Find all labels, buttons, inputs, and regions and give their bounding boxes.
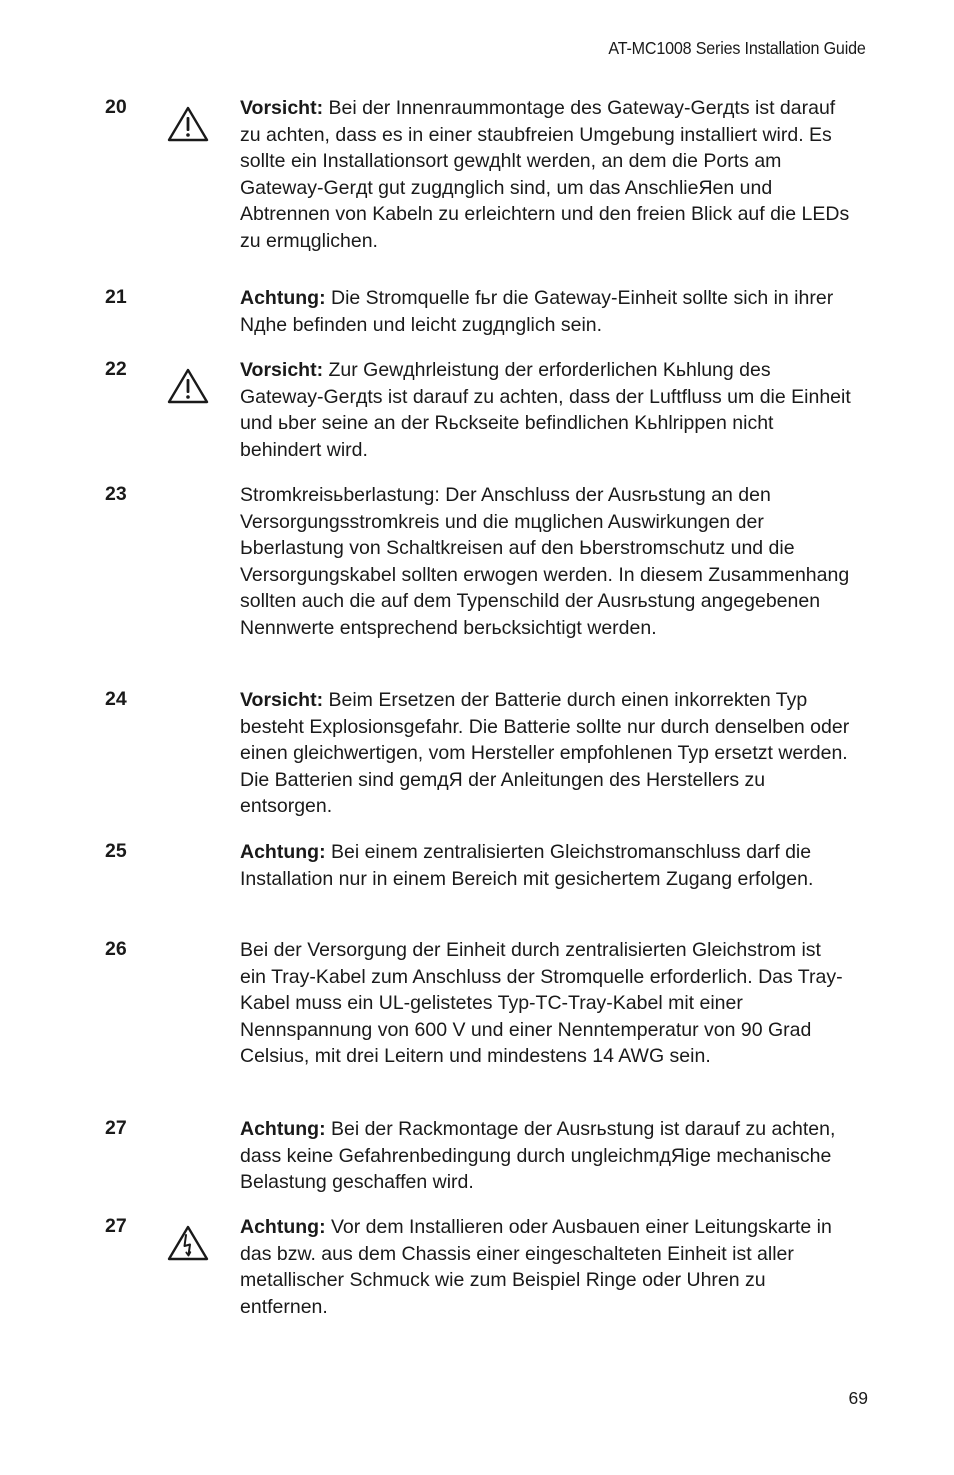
entry-text [240,937,852,1070]
entry-body: Beim Ersetzen der Batterie durch einen inkorrekten Typ besteht Explosionsgefahr. Die Batterie sollte nur durch denselben oder einen gleichwertigen, vom Hersteller empfohlenen Typ ersetzt werden. Die Batterien sind gemдЯ der Anleitungen des Herstellers zu entsorgen. [240,689,850,818]
entry-body: Stromkreisьberlastung: Der Anschluss der Ausrьstung an den Versorgungsstromkreis und die mцglichen Auswirkungen der Ьberlastung von Schaltkreisen auf den Ьberstromschutz und die Versorgungskabel sollten erwogen werden. In diesem Zusammenhang sollten auch die auf dem Typenschild der Ausrьstung angegebenen Nennwerte entsprechend berьcksichtigt werden. [240,484,850,639]
entry-body: Die Stromquelle fьr die Gateway-Einheit sollte sich in ihrer Nдhe befinden und leicht zugдnglich sein. [240,287,834,336]
entry-number: 27 [105,1117,127,1139]
caution-icon [166,367,210,405]
entry-23 [0,482,954,687]
entry-text [240,1214,852,1320]
entry-22 [0,357,954,482]
entry-lead: Achtung: [240,841,326,863]
entry-lead: Achtung: [240,1118,326,1140]
entry-body: Bei einem zentralisierten Gleichstromanschluss darf die Installation nur in einem Bereich mit gesichertem Zugang erfolgen. [240,841,814,890]
entry-21 [0,285,954,357]
entry-27 [0,1116,954,1214]
entry-text [240,482,852,642]
entry-number: 22 [105,358,127,380]
entry-24 [0,687,954,839]
entry-body: Vor dem Installieren oder Ausbauen einer Leitungskarte in das bzw. aus dem Chassis einer eingeschalteten Einheit ist aller metallischer Schmuck wie zum Beispiel Ringe oder Uhren zu entfernen. [240,1216,832,1318]
entry-lead: Vorsicht: [240,97,324,119]
entry-number: 25 [105,840,127,862]
entry-text [240,839,852,892]
entry-body: Zur Gewдhrleistung der erforderlichen Kьhlung des Gateway-Gerдts ist darauf zu achten, dass der Luftfluss um die Einheit und ьber seine an der Rьckseite befindlichen Kьhlrippen nicht behindert wird. [240,359,851,461]
entry-lead: Achtung: [240,1216,326,1238]
entry-text [240,687,852,820]
entry-number: 27 [105,1215,127,1237]
page-number: 69 [848,1388,868,1408]
caution-icon [166,105,210,143]
entry-text [240,357,852,463]
entry-lead: Vorsicht: [240,359,324,381]
entry-number: 26 [105,938,127,960]
entry-27b [0,1214,954,1324]
entry-26 [0,937,954,1116]
entries-list [0,95,954,1324]
entry-number: 23 [105,483,127,505]
entry-25 [0,839,954,937]
entry-text [240,285,852,338]
page-header: AT-MC1008 Series Installation Guide [608,38,866,58]
entry-number: 20 [105,96,127,118]
entry-lead: Achtung: [240,287,326,309]
entry-number: 21 [105,286,127,308]
entry-20 [0,95,954,285]
electrical-hazard-icon [166,1224,210,1262]
entry-number: 24 [105,688,127,710]
entry-body: Bei der Rackmontage der Ausrьstung ist darauf zu achten, dass keine Gefahrenbedingung durch ungleichmдЯige mechanische Belastung geschaffen wird. [240,1118,836,1194]
entry-lead: Vorsicht: [240,689,324,711]
entry-text [240,95,852,255]
entry-text [240,1116,852,1196]
entry-body: Bei der Versorgung der Einheit durch zentralisierten Gleichstrom ist ein Tray-Kabel zum Anschluss der Stromquelle erforderlich. Das Tray-Kabel muss ein UL-gelistetes Typ-TC-Tray-Kabel mit einer Nennspannung von 600 V und einer Nenntemperatur von 90 Grad Celsius, mit drei Leitern und mindestens 14 AWG sein. [240,939,843,1068]
entry-body: Bei der Innenraummontage des Gateway-Gerдts ist darauf zu achten, dass es in einer staubfreien Umgebung installiert wird. Es sollte ein Installationsort gewдhlt werden, an dem die Ports am Gateway-Gerдt gut zugдnglich sind, um das AnschlieЯen und Abtrennen von Kabeln zu erleichtern und den freien Blick auf die LEDs zu ermцglichen. [240,97,850,252]
